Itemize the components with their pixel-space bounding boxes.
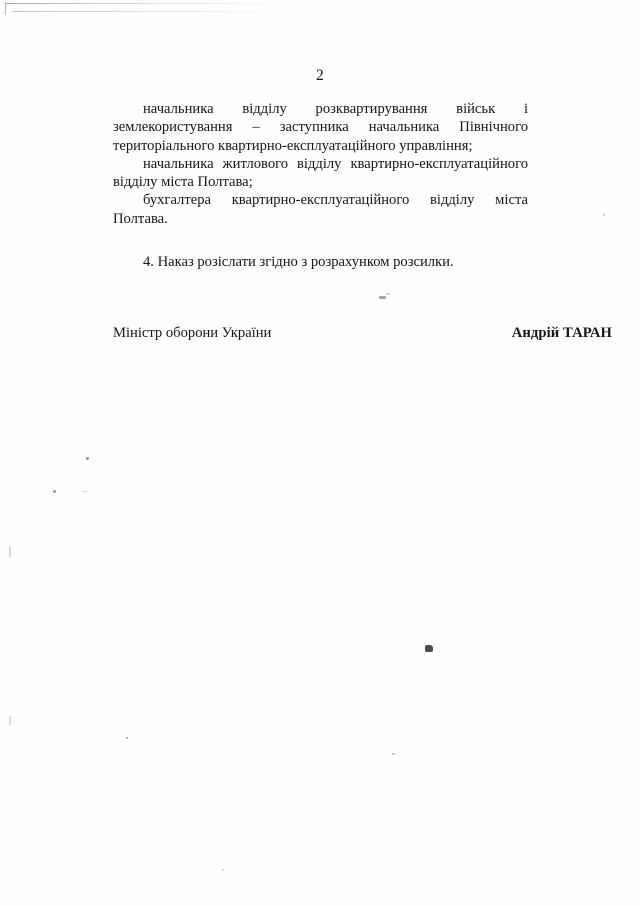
scan-speck-artifact	[386, 293, 390, 295]
page-number: 2	[316, 67, 324, 84]
scan-speck-artifact	[392, 753, 395, 755]
scan-speck-artifact	[53, 490, 56, 493]
paragraph-housing-department-head: начальника житлового відділу квартирно-експлуатаційного відділу міста Полтава;	[113, 155, 528, 191]
signatory-name: Андрій ТАРАН	[511, 325, 612, 341]
scan-margin-artifact	[9, 716, 11, 725]
scan-speck-artifact	[86, 457, 89, 460]
scan-speck-artifact	[603, 214, 605, 216]
scan-speck-artifact	[379, 296, 386, 299]
scan-margin-artifact	[9, 546, 11, 557]
ink-speck-artifact	[425, 645, 433, 652]
paragraph-accountant: бухгалтера квартирно-експлуатаційного відділу міста Полтава.	[113, 192, 528, 227]
paragraph-item-four-distribution: 4. Наказ розіслати згідно з розрахунком розсилки.	[143, 254, 454, 270]
document-body	[113, 100, 528, 228]
signatory-title: Міністр оборони України	[113, 325, 272, 341]
scan-speck-artifact	[126, 737, 128, 739]
scan-speck-artifact	[222, 869, 224, 871]
scan-edge-artifact-horizontal-secondary	[12, 11, 297, 12]
paragraph-appointment-deputy-head: начальника відділу розквартирування військ і землекористування – заступника начальника Північного територіального квартирно-експлуатаційного управління;	[113, 101, 528, 154]
scan-speck-artifact	[83, 491, 87, 492]
signature-block	[113, 324, 612, 342]
scan-edge-artifact-horizontal	[5, 3, 305, 4]
